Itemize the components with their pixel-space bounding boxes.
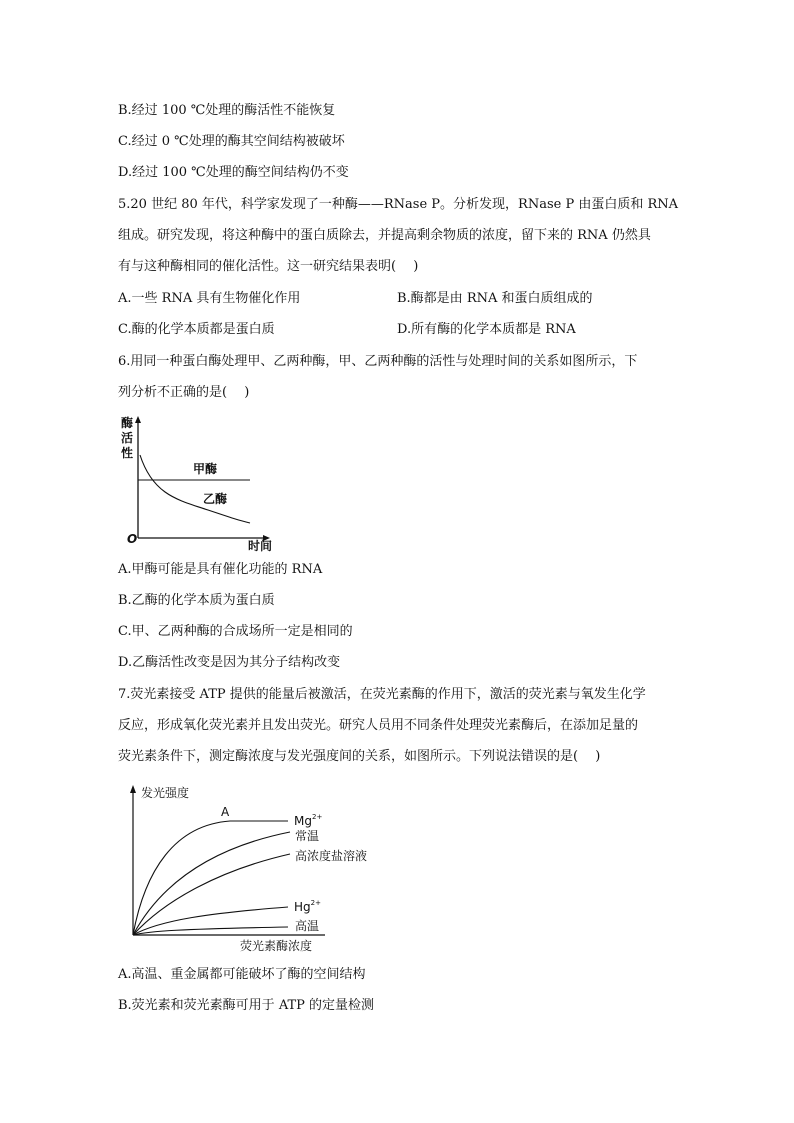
series-hg-sup: 2+ xyxy=(310,899,321,907)
option-c-q4: C.经过 0 ℃处理的酶其空间结构被破坏 xyxy=(118,134,345,149)
option-c-q5: C.酶的化学本质都是蛋白质 xyxy=(118,322,275,337)
option-b-q5: B.酶都是由 RNA 和蛋白质组成的 xyxy=(397,291,593,306)
y-axis-label-char-3: 性 xyxy=(121,446,134,460)
option-b-q4: B.经过 100 ℃处理的酶活性不能恢复 xyxy=(118,103,336,118)
luminescence-figure xyxy=(120,780,390,955)
y-axis-arrow xyxy=(135,416,141,423)
x-axis-label: 荧光素酶浓度 xyxy=(240,939,313,953)
series-yi-label: 乙酶 xyxy=(203,492,228,506)
series-high-temp-curve xyxy=(133,927,288,935)
option-c-q6: C.甲、乙两种酶的合成场所一定是相同的 xyxy=(118,624,353,639)
series-jia-label: 甲酶 xyxy=(193,462,218,476)
option-a-q7: A.高温、重金属都可能破坏了酶的空间结构 xyxy=(118,967,366,982)
y-axis-arrow xyxy=(130,785,136,793)
option-a-q6: A.甲酶可能是具有催化功能的 RNA xyxy=(118,562,323,577)
enzyme-activity-figure xyxy=(118,410,278,555)
series-normal-temp-curve xyxy=(133,832,290,935)
option-d-q4: D.经过 100 ℃处理的酶空间结构仍不变 xyxy=(118,165,349,180)
question-6-line-1: 6.用同一种蛋白酶处理甲、乙两种酶，甲、乙两种酶的活性与处理时间的关系如图所示，下 xyxy=(118,354,638,369)
series-high-salt-label: 高浓度盐溶液 xyxy=(295,849,368,863)
y-axis-label-char-2: 活 xyxy=(121,431,134,445)
series-mg-name: Mg xyxy=(294,814,312,828)
question-5-line-1: 5.20 世纪 80 年代，科学家发现了一种酶——RNase P。分析发现，RNase P 由蛋白质和 RNA xyxy=(118,197,679,212)
x-axis-label: 时间 xyxy=(248,539,273,553)
series-hg-label xyxy=(294,899,321,914)
series-hg-curve xyxy=(133,907,288,935)
series-hg-name: Hg xyxy=(294,900,311,914)
series-high-temp-label: 高温 xyxy=(295,919,320,933)
question-5-line-3: 有与这种酶相同的催化活性。这一研究结果表明( ) xyxy=(118,259,419,274)
y-axis-label: 发光强度 xyxy=(141,786,190,800)
option-b-q7: B.荧光素和荧光素酶可用于 ATP 的定量检测 xyxy=(118,998,375,1013)
origin-label: O xyxy=(127,532,138,546)
option-d-q6: D.乙酶活性改变是因为其分子结构改变 xyxy=(118,655,341,670)
question-7-line-3: 荧光素条件下，测定酶浓度与发光强度间的关系，如图所示。下列说法错误的是( ) xyxy=(118,749,601,764)
series-normal-temp-label: 常温 xyxy=(295,829,320,843)
series-high-salt-curve xyxy=(133,854,290,935)
option-d-q5: D.所有酶的化学本质都是 RNA xyxy=(397,322,576,337)
series-mg-sup: 2+ xyxy=(311,813,323,821)
point-a-label: A xyxy=(221,805,230,819)
question-6-line-2: 列分析不正确的是( ) xyxy=(118,385,250,400)
question-5-line-2: 组成。研究发现，将这种酶中的蛋白质除去，并提高剩余物质的浓度，留下来的 RNA 仍然具 xyxy=(118,228,651,243)
question-7-line-1: 7.荧光素接受 ATP 提供的能量后被激活，在荧光素酶的作用下，激活的荧光素与氧发生化学 xyxy=(118,687,646,702)
option-b-q6: B.乙酶的化学本质为蛋白质 xyxy=(118,593,275,608)
question-7-line-2: 反应，形成氧化荧光素并且发出荧光。研究人员用不同条件处理荧光素酶后，在添加足量的 xyxy=(118,718,639,733)
option-a-q5: A.一些 RNA 具有生物催化作用 xyxy=(118,291,301,306)
series-mg-label xyxy=(294,813,322,828)
y-axis-label-char-1: 酶 xyxy=(121,416,134,430)
